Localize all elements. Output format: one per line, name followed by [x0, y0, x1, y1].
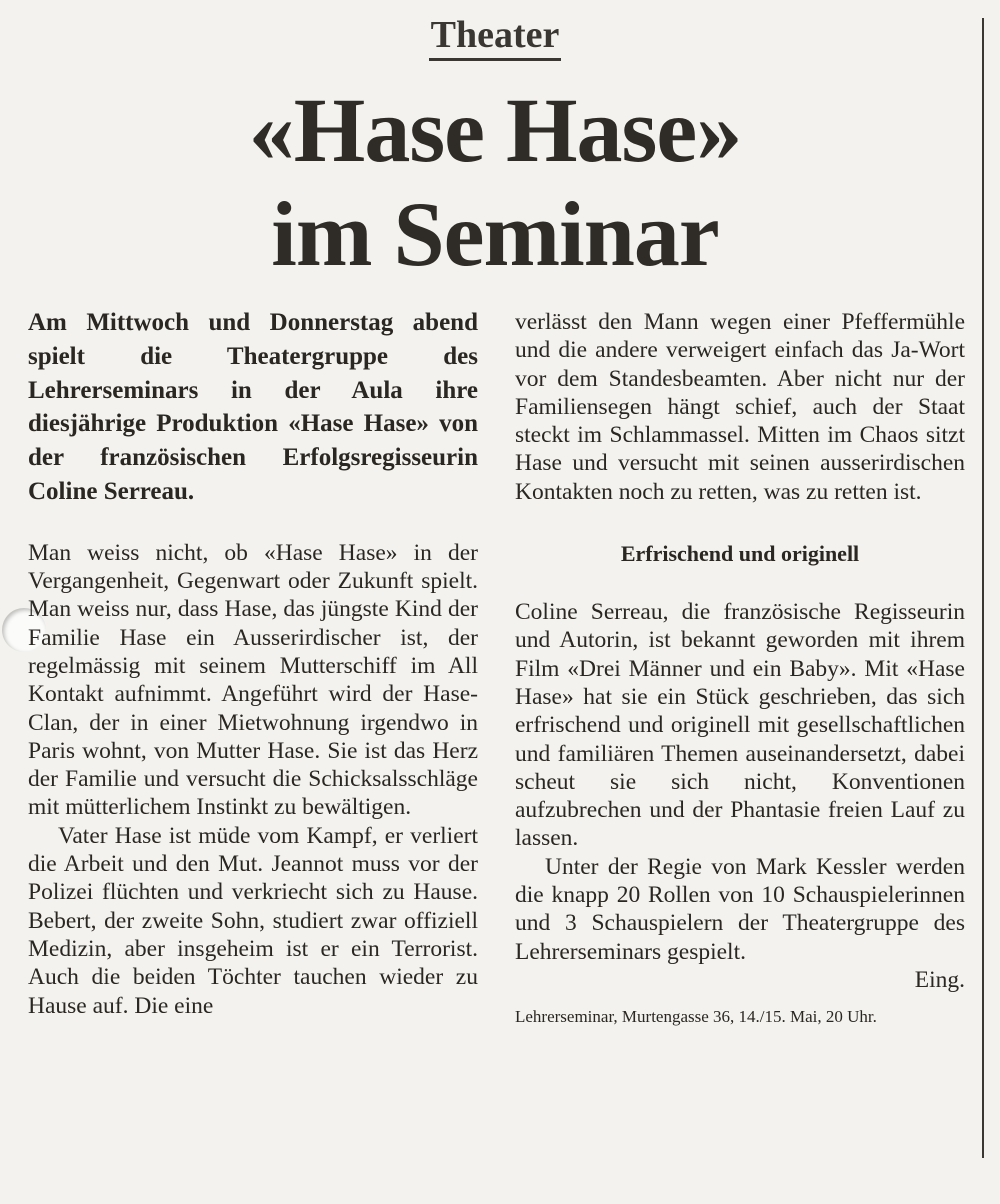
headline-line-2: im Seminar — [271, 183, 719, 285]
left-column — [28, 306, 478, 1020]
body-paragraph: Vater Hase ist müde vom Kampf, er verliert die Arbeit und den Mut. Jeannot muss vor der Polizei flüchten und verkriecht sich zu Hause. Bebert, der zweite Sohn, studiert zwar offiziell Medizin, aber insgeheim ist er ein Terrorist. Auch die beiden Töchter tauchen wieder zu Hause auf. Die eine — [28, 822, 478, 1019]
headline — [0, 78, 990, 286]
right-column — [515, 308, 965, 1028]
body-paragraph: verlässt den Mann wegen einer Pfeffermühle und die andere verweigert einfach das Ja-Wort vor dem Standesbeamten. Aber nicht nur der Familiensegen hängt schief, auch der Staat steckt im Schlammassel. Mitten im Chaos sitzt Hase und versucht mit seinen ausserirdischen Kontakten noch zu retten, was zu retten ist. — [515, 309, 965, 505]
event-info: Lehrerseminar, Murtengasse 36, 14./15. Mai, 20 Uhr. — [515, 1007, 877, 1027]
subheading: Erfrischend und originell — [620, 541, 860, 567]
body-text: Unter der Regie von Mark Kessler werden die knapp 20 Rollen von 10 Schauspielerinnen und 3 Schauspielern der Theatergruppe des Lehrerseminars gespielt. — [515, 853, 965, 965]
body-paragraph: Man weiss nicht, ob «Hase Hase» in der Vergangenheit, Gegenwart oder Zukunft spielt. Man weiss nur, dass Hase, das jüngste Kind der Familie Hase ein Ausserirdischer ist, der regelmässig mit seinem Mutterschiff im All Kontakt aufnimmt. Angeführt wird der Hase-Clan, der in einer Mietwohnung irgendwo in Paris wohnt, von Mutter Hase. Sie ist das Herz der Familie und versucht die Schicksalsschläge mit mütterlichem Instinkt zu bewältigen. — [28, 539, 478, 821]
headline-line-1: «Hase Hase» — [248, 79, 742, 181]
signoff-row — [515, 966, 965, 994]
body-paragraph: Coline Serreau, die französische Regisseurin und Autorin, ist bekannt geworden mit ihrem Film «Drei Männer und ein Baby». Mit «Hase Hase» hat sie ein Stück geschrieben, das sich erfrischend und originell mit gesellschaftlichen und familiären Themen auseinandersetzt, dabei scheut sie sich nicht, Konventionen aufzubrechen und der Phantasie freien Lauf zu lassen. — [515, 599, 965, 852]
body-paragraph — [515, 853, 965, 966]
kicker-text: Theater — [429, 12, 562, 61]
signoff: Eing. — [914, 966, 965, 993]
lead-paragraph: Am Mittwoch und Donnerstag abend spielt die Theatergruppe des Lehrerseminars in der Aula ihre diesjährige Produktion «Hase Hase» von der französischen Erfolgsregisseurin Coline Serreau. — [28, 309, 478, 505]
section-kicker — [0, 12, 990, 61]
